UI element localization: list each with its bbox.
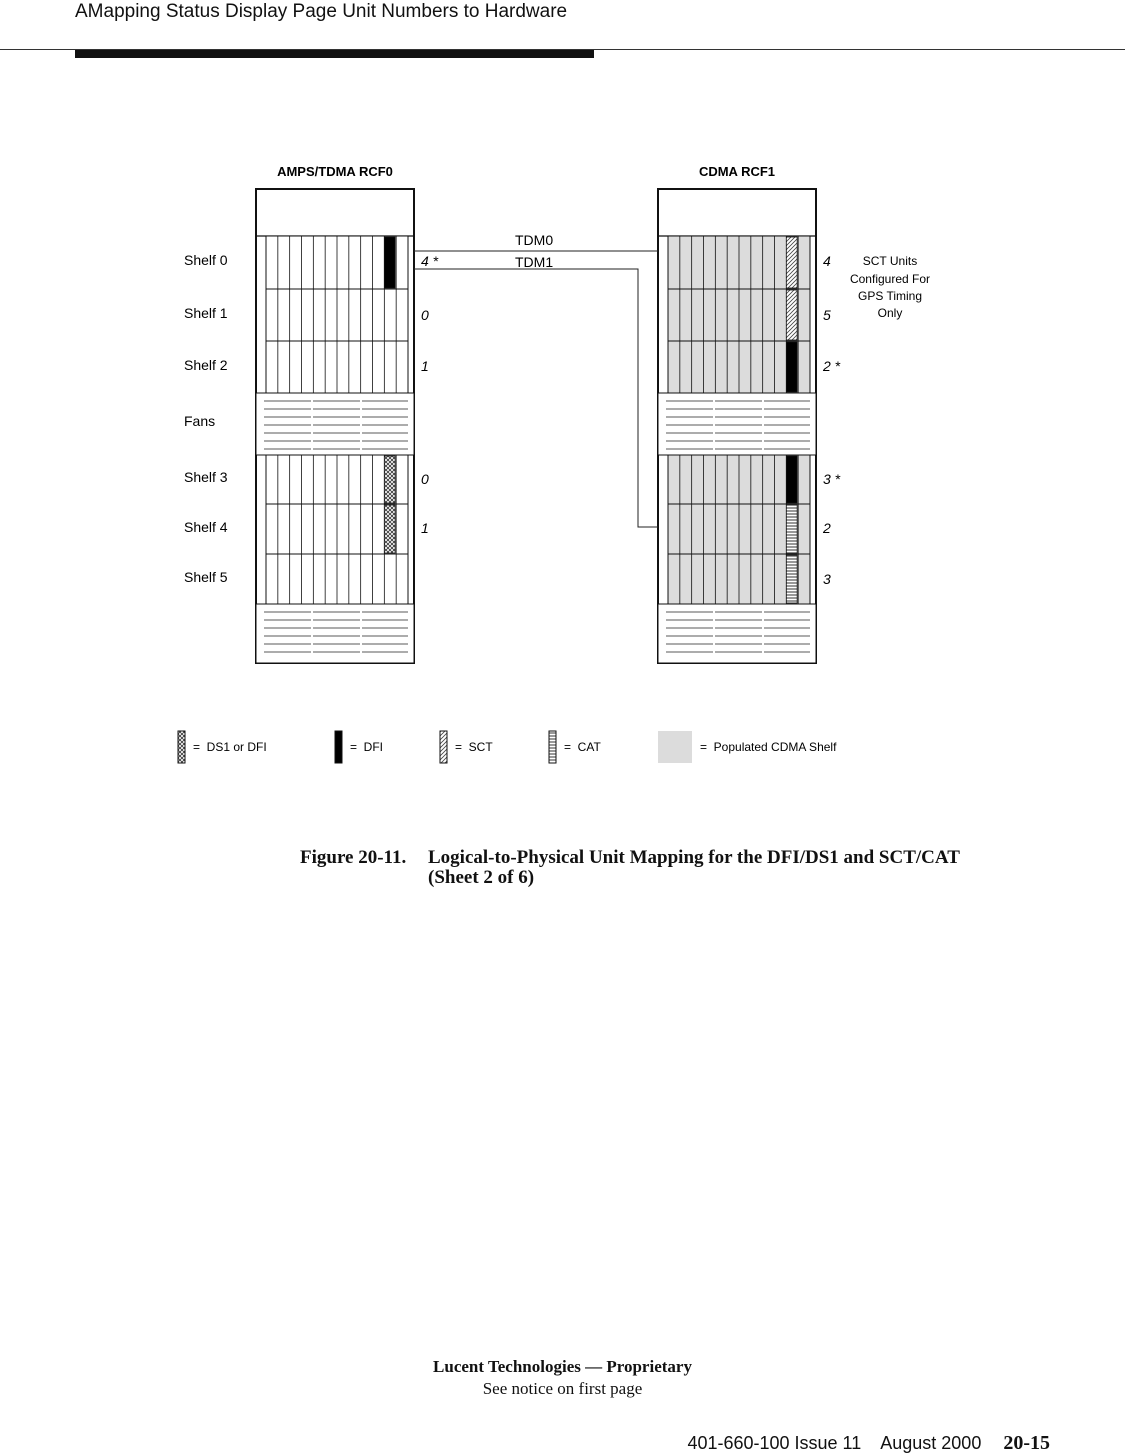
sct-note-line: GPS Timing <box>857 289 923 303</box>
rcf0-unit-number: 0 <box>421 471 429 487</box>
rcf0-frame <box>256 189 414 663</box>
shelf-band <box>668 455 810 504</box>
pack-solid <box>786 342 797 392</box>
footer-company: Lucent Technologies — Proprietary <box>433 1357 692 1376</box>
fan-unit <box>256 393 414 455</box>
rcf1-unit-number: 2 <box>823 520 831 536</box>
fans-label: Fans <box>184 413 216 429</box>
legend-text-ds1-or-dfi: = DS1 or DFI <box>193 740 267 754</box>
shelf-band <box>266 504 408 554</box>
rcf1-unit-number: 3 <box>823 571 831 587</box>
page-number: 20-15 <box>1003 1432 1050 1454</box>
tdm-connections <box>414 251 658 527</box>
rcf0-unit-number: 1 <box>421 358 429 374</box>
rcf1-title: CDMA RCF1 <box>698 164 776 179</box>
shelf-label-2: Shelf 2 <box>184 357 228 373</box>
legend-swatch-cat <box>549 731 556 763</box>
legend-swatch-sct <box>440 731 447 763</box>
sct-note-line: Configured For <box>849 272 931 286</box>
shelf-band <box>668 289 810 341</box>
header-bar <box>75 50 594 58</box>
shelf-label-1: Shelf 1 <box>184 305 228 321</box>
shelf-label-5: Shelf 5 <box>184 569 228 585</box>
figure-label: Figure 20-11. <box>300 847 407 868</box>
rcf1-unit-number: 3 * <box>823 471 841 487</box>
pack-cross <box>384 505 395 553</box>
tdm1-label: TDM1 <box>515 254 554 270</box>
pack-horiz <box>786 555 797 603</box>
running-header-title: AMapping Status Display Page Unit Numbers to Hardware <box>75 1 568 22</box>
pack-diag <box>786 237 797 288</box>
shelf-band <box>668 504 810 554</box>
legend-text-populated-cdma-shelf: = Populated CDMA Shelf <box>700 740 837 754</box>
legend-swatch-ds1-or-dfi <box>178 731 185 763</box>
shelf-band <box>266 554 408 604</box>
shelf-band <box>266 341 408 393</box>
shelf-band <box>266 289 408 341</box>
rcf1-unit-number: 5 <box>823 307 831 323</box>
unit-mapping-diagram <box>0 140 1125 780</box>
rcf0-title: AMPS/TDMA RCF0 <box>277 164 393 179</box>
legend-text-sct: = SCT <box>455 740 493 754</box>
fan-unit <box>256 604 414 663</box>
shelf-label-0: Shelf 0 <box>184 252 228 268</box>
shelf-band <box>266 236 408 289</box>
legend-swatch-populated-cdma-shelf <box>658 731 692 763</box>
rcf1-unit-number: 2 * <box>823 358 841 374</box>
shelf-band <box>266 455 408 504</box>
fan-unit <box>658 393 816 455</box>
shelf-band <box>668 236 810 289</box>
rcf1-frame <box>658 189 816 663</box>
figure-caption-line-1: Logical-to-Physical Unit Mapping for the DFI/DS1 and SCT/CAT <box>428 847 960 868</box>
legend-swatch-dfi <box>335 731 342 763</box>
figure-caption-line-2: (Sheet 2 of 6) <box>428 867 535 888</box>
rcf0-unit-number: 0 <box>421 307 429 323</box>
pack-cross <box>384 456 395 503</box>
pack-solid <box>384 237 395 288</box>
legend-text-dfi: = DFI <box>350 740 384 754</box>
rcf0-unit-number: 1 <box>421 520 429 536</box>
rcf1-unit-number: 4 <box>823 253 831 269</box>
shelf-label-3: Shelf 3 <box>184 469 228 485</box>
tdm0-label: TDM0 <box>515 232 554 248</box>
pack-horiz <box>786 505 797 553</box>
shelf-band <box>668 341 810 393</box>
shelf-band <box>668 554 810 604</box>
pack-solid <box>786 456 797 503</box>
footer-notice: See notice on first page <box>482 1379 643 1398</box>
figure-caption <box>300 848 1080 888</box>
rcf0-unit-number: 4 * <box>421 253 439 269</box>
pack-diag <box>786 290 797 340</box>
sct-note-line: SCT Units <box>862 254 918 268</box>
legend <box>178 731 837 763</box>
fan-unit <box>658 604 816 663</box>
tdm1-line <box>414 269 658 527</box>
footer-doc-info: 401-660-100 Issue 11 August 2000 <box>687 1433 982 1453</box>
shelf-label-4: Shelf 4 <box>184 519 228 535</box>
footer-doc-line <box>687 1432 1050 1455</box>
sct-note-line: Only <box>877 306 903 320</box>
legend-text-cat: = CAT <box>564 740 601 754</box>
